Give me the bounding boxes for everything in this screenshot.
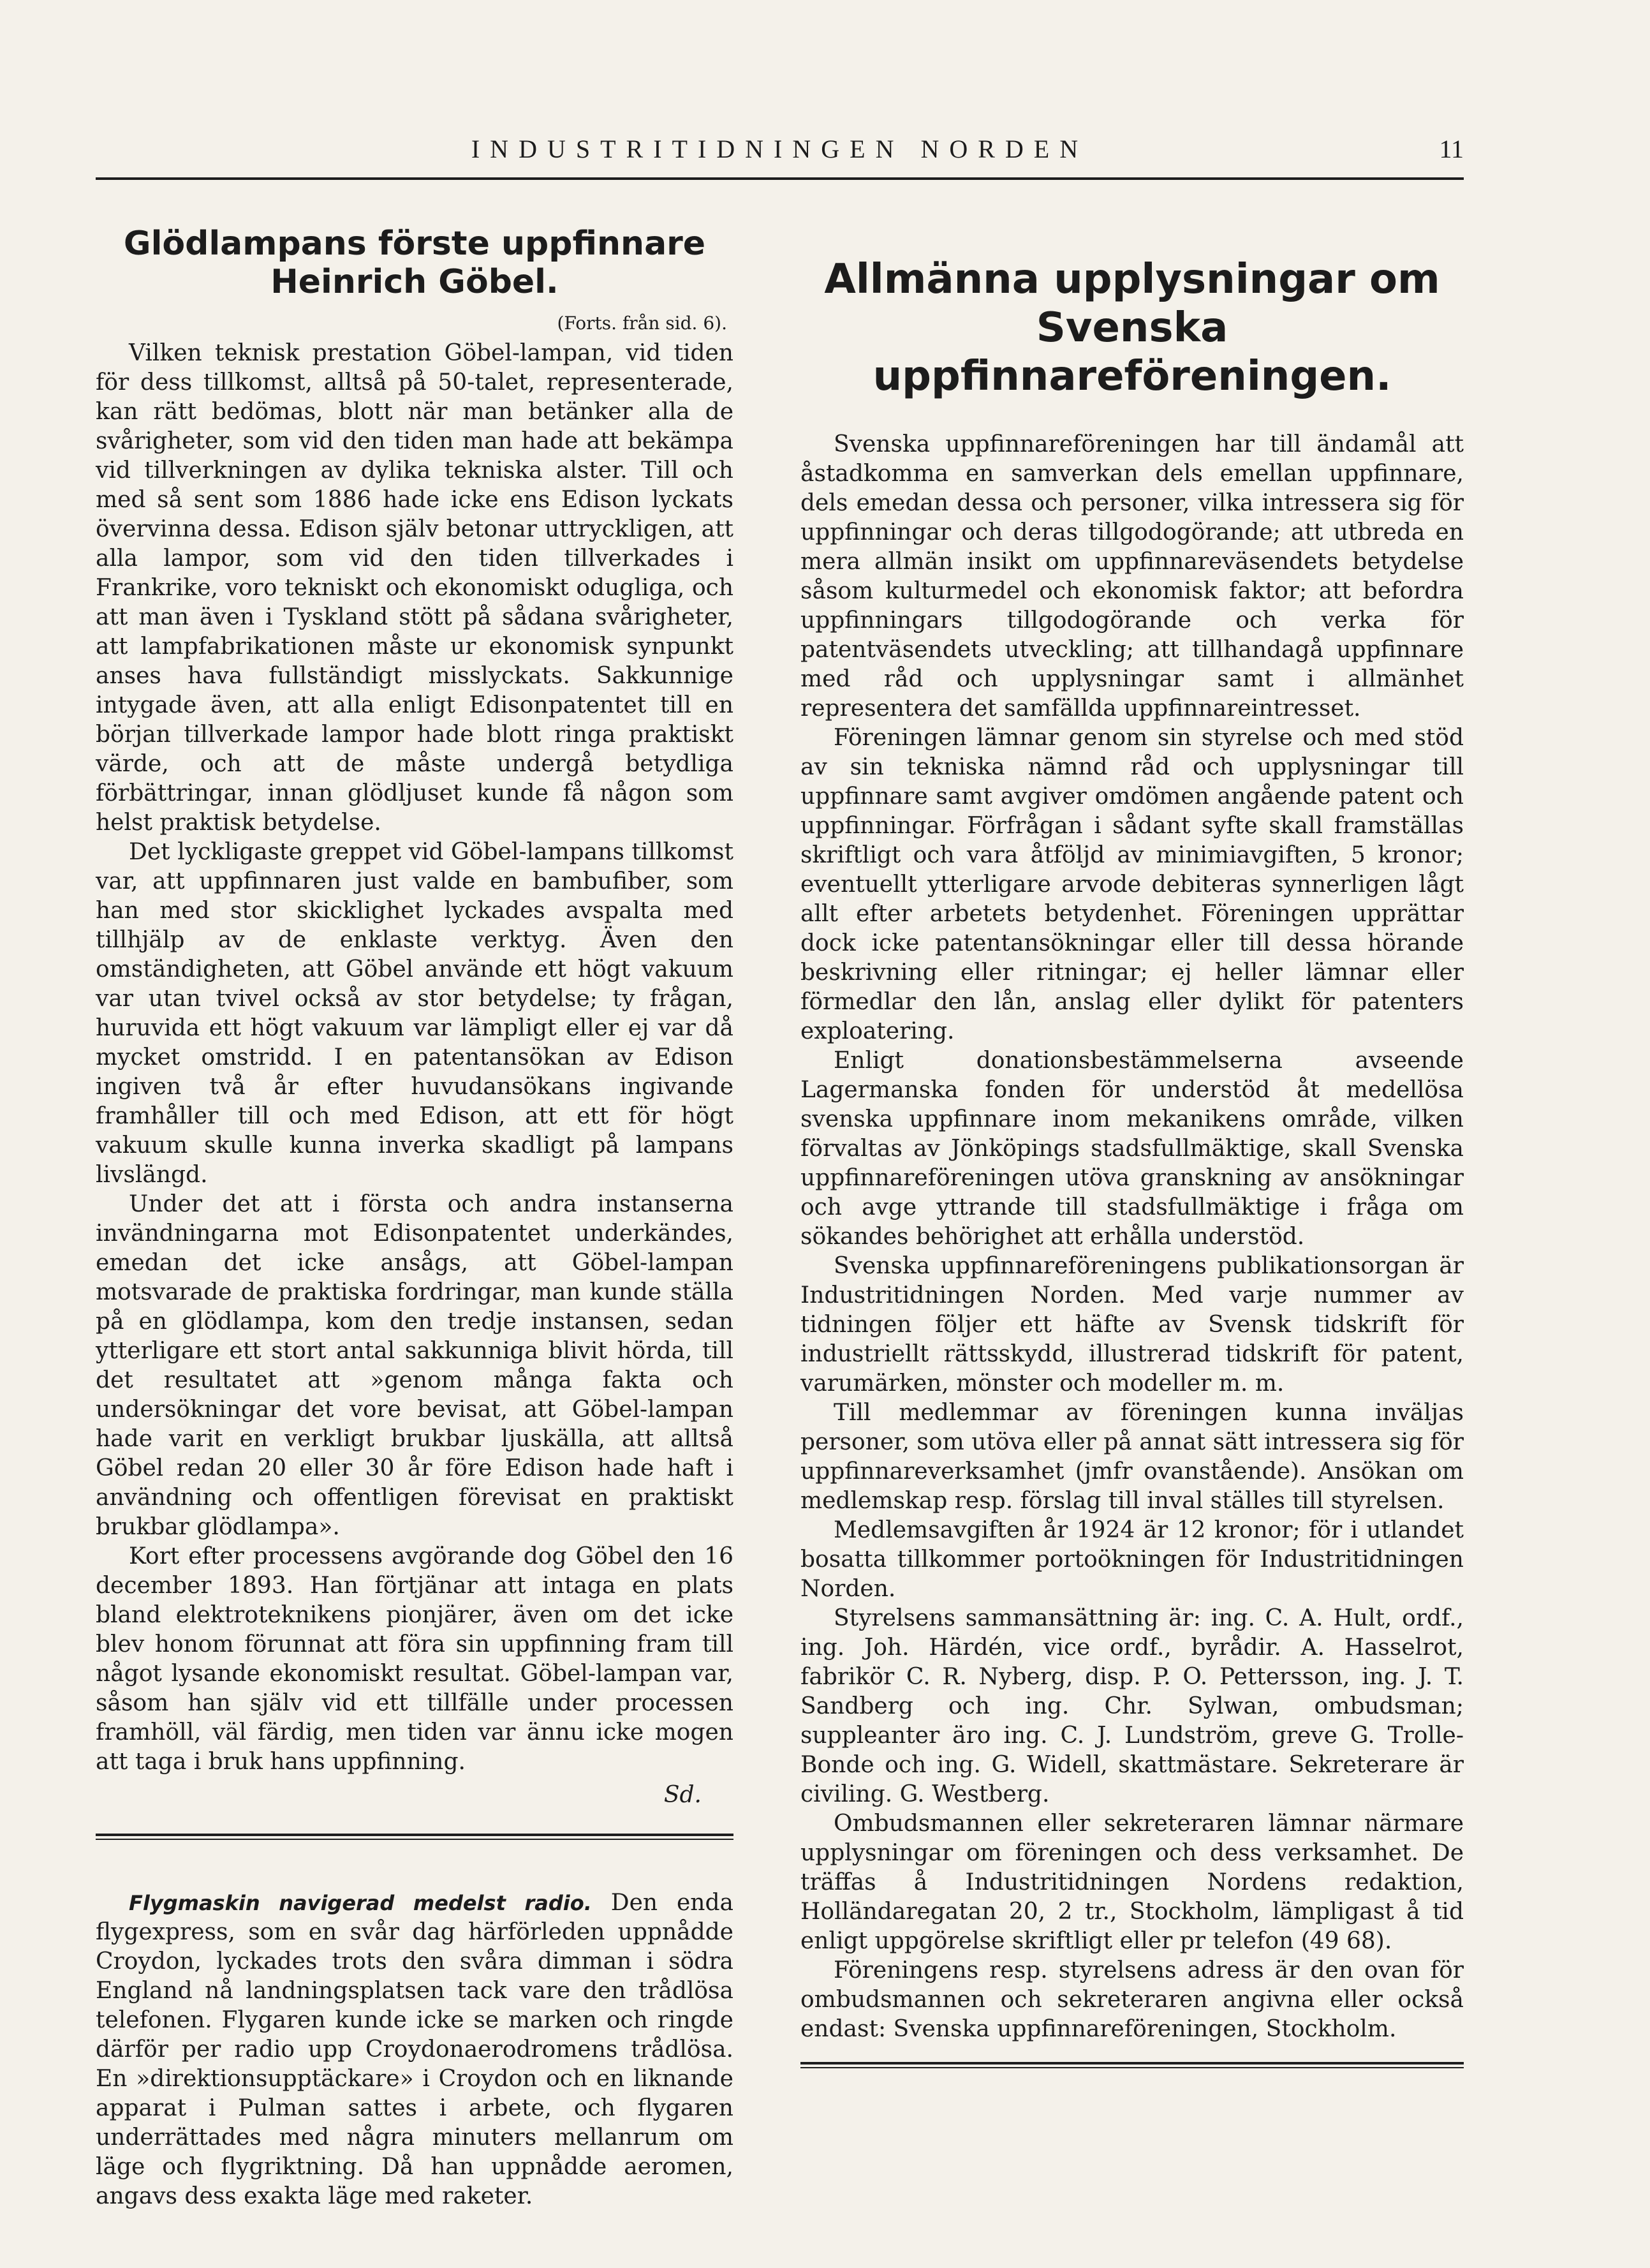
paragraph: Föreningens resp. styrelsens adress är den ovan för ombudsmannen och sekreteraren angivna eller också endast: Svenska uppfinnareföreningen, Stockholm. (800, 1957, 1464, 2042)
divider (96, 1834, 733, 1840)
paragraph: Det lyckligaste greppet vid Göbel-lampans tillkomst var, att uppfinnaren just valde en bambufiber, som han med stor skicklighet lyckades avspalta med tillhjälp av de enklaste verktyg. Även den omständigheten, att Göbel använde ett högt vakuum var utan tvivel också av stor betydelse; ty frågan, huruvida ett högt vakuum var lämpligt eller ej var då mycket omstridd. I en patentansökan av Edison ingiven två år efter huvudansökans ingivande framhåller till och med Edison, att ett för högt vakuum skulle kunna inverka skadligt på lampans livslängd. (96, 839, 733, 1188)
paragraph: Svenska uppfinnareföreningens publikationsorgan är Industritidningen Norden. Med varje nummer av tidningen följer ett häfte av Svensk tidskrift för industriellt rättsskydd, illustrerad tidskrift för patent, varumärken, mönster och modeller m. m. (800, 1253, 1464, 1397)
flyg-heading: Flygmaskin navigerad medelst radio. (129, 1891, 592, 1915)
running-head: INDUSTRITIDNINGEN NORDEN (471, 135, 1089, 163)
right-column (800, 191, 1464, 2068)
paragraph: Medlemsavgiften år 1924 är 12 kronor; för i utlandet bosatta tillkommer portoökningen för Industritidningen Norden. (800, 1517, 1464, 1602)
paragraph: Enligt donationsbestämmelserna avseende Lagermanska fonden för understöd åt medellösa svenska uppfinnare inom mekanikens område, vilken förvaltas av Jönköpings stadsfullmäktige, skall Svenska uppfinnareföreningen utöva granskning av ansökningar och avge yttrande till stadsfullmäktige i fråga om sökandes behörighet att erhålla understöd. (800, 1048, 1464, 1250)
signature: Sd. (663, 1782, 702, 1808)
flyg-paragraph (96, 1888, 733, 2211)
paragraph: Under det att i första och andra instanserna invändningarna mot Edisonpatentet underkändes, emedan det icke ansågs, att Göbel-lampan motsvarade de praktiska fordringar, man kunde ställa på en glödlampa, kom den tredje instansen, sedan ytterligare ett stort antal sakkunniga blivit hörda, till det resultatet att »genom många fakta och undersökningar det vore bevisat, att Göbel-lampan hade varit en verkligt brukbar ljuskälla, att alltså Göbel redan 20 eller 30 år före Edison hade haft i användning och offentligen förevisat en praktiskt brukbar glödlampa». (96, 1191, 733, 1540)
paragraph: Styrelsens sammansättning är: ing. C. A. Hult, ordf., ing. Joh. Härdén, vice ordf., byrådir. A. Hasselrot, fabrikör C. R. Nyberg, disp. P. O. Pettersson, ing. J. T. Sandberg och ing. Chr. Sylwan, ombudsman; suppleanter äro ing. C. J. Lundström, greve G. Trolle-Bonde och ing. G. Widell, skattmästare. Sekreterare är civiling. G. Westberg. (800, 1605, 1464, 1807)
article-title-uppfinnare: Allmänna upplysningar om Svenska uppfinnareföreningen. (824, 256, 1440, 400)
paragraph: Kort efter processens avgörande dog Göbel den 16 december 1893. Han förtjänar att intaga en plats bland elektroteknikens pionjärer, även om det icke blev honom förunnat att föra sin uppfinning fram till något lysande ekonomiskt resultat. Göbel-lampan var, såsom han själv vid ett tillfälle under processen framhöll, väl färdig, men tiden var ännu icke mogen att taga i bruk hans uppfinning. (96, 1543, 733, 1775)
page-header (96, 133, 1464, 180)
paragraph: Vilken teknisk prestation Göbel-lampan, vid tiden för dess tillkomst, alltså på 50-talet, representerade, kan rätt bedömas, blott när man betänker alla de svårigheter, som vid den tiden man hade att bekämpa vid tillverkningen av dylika tekniska alster. Till och med så sent som 1886 hade icke ens Edison lyckats övervinna dessa. Edison själv betonar uttryckligen, att alla lampor, som vid den tiden tillverkades i Frankrike, voro tekniskt och ekonomiskt odugliga, och att man även i Tyskland stött på sådana svårigheter, att lampfabrikationen måste ur ekonomisk synpunkt anses hava fullständigt misslyckats. Sakkunnige intygade även, att alla enligt Edisonpatentet till en början tillverkade lampor hade blott ringa praktiskt värde, och att de måste undergå betydliga förbättringar, innan glödljuset kunde få någon som helst praktisk betydelse. (96, 340, 733, 836)
page-number: 11 (1439, 135, 1464, 163)
flyg-text: Den enda flygexpress, som en svår dag härförleden uppnådde Croydon, lyckades trots den svåra dimman i södra England nå landningsplatsen tack vare den trådlösa telefonen. Flygaren kunde icke se marken och ringde därför per radio upp Croydonaerodromens trådlösa. En »direktionsupptäckare» i Croydon och en liknande apparat i Pulman sattes i arbete, och flygaren underrättades med några minuters mellanrum om läge och flygriktning. Då han uppnådde aeromen, angavs dess exakta läge med raketer. (96, 1890, 733, 2209)
paragraph: Svenska uppfinnareföreningen har till ändamål att åstadkomma en samverkan dels emellan uppfinnare, dels emedan dessa och personer, vilka intressera sig för uppfinningar och deras tillgodogörande; att utbreda en mera allmän insikt om uppfinnareväsendets betydelse såsom kulturmedel och ekonomisk faktor; att befordra uppfinningars tillgodogörande och verka för patentväsendets utveckling; att tillhandagå uppfinnare med råd och upplysningar samt i allmänhet representera det samfällda uppfinnareintresset. (800, 431, 1464, 722)
paragraph: Ombudsmannen eller sekreteraren lämnar närmare upplysningar om föreningen och dess verksamhet. De träffas å Industritidningen Nordens redaktion, Holländaregatan 20, 2 tr., Stockholm, lämpligast å tid enligt uppgörelse skriftligt eller pr telefon (49 68). (800, 1811, 1464, 1954)
continued-from-note: (Forts. från sid. 6). (557, 313, 727, 334)
article-title-gobel: Glödlampans förste uppfinnare Heinrich Göbel. (123, 225, 706, 301)
paragraph: Föreningen lämnar genom sin styrelse och med stöd av sin tekniska nämnd råd och upplysningar till uppfinnare samt avgiver omdömen angående patent och uppfinningar. Förfrågan i sådant syfte skall framställas skriftligt och vara åtföljd av minimiavgiften, 5 kronor; eventuellt ytterligare arvode debiteras synnerligen lågt allt efter arbetets betydenhet. Föreningen upprättar dock icke patentansökningar eller till dessa hörande beskrivning eller ritningar; ej heller lämnar eller förmedlar den lån, anslag eller dylikt för patenters exploatering. (800, 725, 1464, 1044)
divider (800, 2062, 1464, 2068)
left-column (96, 191, 733, 2211)
paragraph: Till medlemmar av föreningen kunna inväljas personer, som utöva eller på annat sätt intressera sig för uppfinnareverksamhet (jmfr ovanstående). Ansökan om medlemskap resp. förslag till inval ställes till styrelsen. (800, 1400, 1464, 1514)
